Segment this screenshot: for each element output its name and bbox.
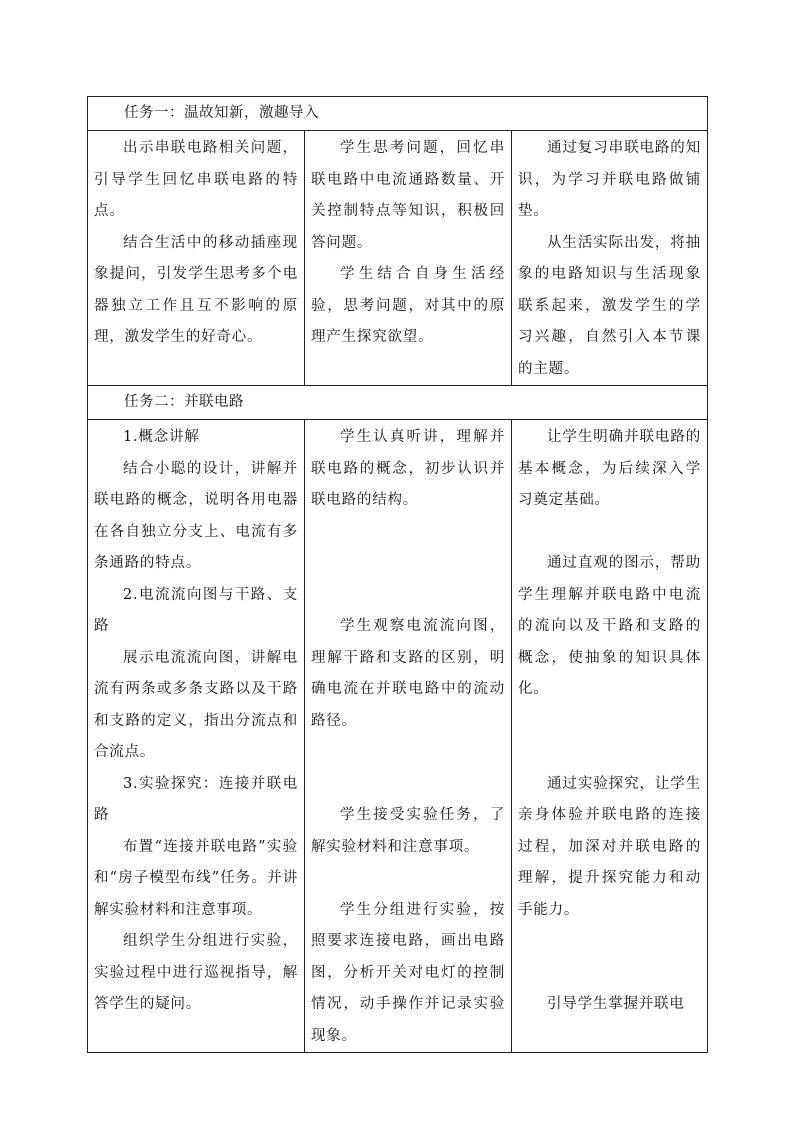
task1-student-para-1: 学生思考问题，回忆串联电路中电流通路数量、开关控制特点等知识，积极回答问题。 — [311, 140, 505, 251]
task2-body-row — [88, 420, 708, 1053]
task2-student-para-3: 学生接受实验任务，了解实验材料和注意事项。 — [311, 807, 505, 855]
task1-intent-cell — [512, 131, 708, 386]
task2-teacher-cell — [88, 420, 305, 1053]
task2-intent-para-1: 让学生明确并联电路的基本概念，为后续深入学习奠定基础。 — [518, 429, 702, 508]
task1-body-row — [88, 131, 708, 386]
task2-teacher-heading-1: 1.概念讲解 — [123, 429, 200, 445]
task1-header-row — [88, 97, 708, 131]
task2-intent-cell — [512, 420, 708, 1053]
task2-student-para-4: 学生分组进行实验，按照要求连接电路，画出电路图，分析开关对电灯的控制情况，动手操作并记录实验现象。 — [311, 901, 505, 1044]
task2-teacher-para-4: 组织学生分组进行实验，实验过程中进行巡视指导，解答学生的疑问。 — [94, 933, 298, 1012]
task1-teacher-cell — [88, 131, 305, 386]
task1-teacher-para-1: 出示串联电路相关问题，引导学生回忆串联电路的特点。 — [94, 140, 298, 219]
task2-teacher-heading-3: 3.实验探究：连接并联电路 — [94, 775, 298, 823]
task1-title: 任务一：温故知新，激趣导入 — [88, 97, 708, 131]
task2-student-para-2: 学生观察电流流向图，理解干路和支路的区别，明确电流在并联电路中的流动路径。 — [311, 618, 505, 729]
task2-intent-para-2: 通过直观的图示，帮助学生理解并联电路中电流的流向以及干路和支路的概念，使抽象的知识具体化。 — [518, 555, 702, 697]
task2-teacher-para-3: 布置“连接并联电路”实验和“房子模型布线”任务。并讲解实验材料和注意事项。 — [94, 838, 298, 918]
task1-student-para-2: 学生结合自身生活经验，思考问题，对其中的原理产生探究欲望。 — [311, 266, 505, 345]
task1-intent-para-1: 通过复习串联电路的知识，为学习并联电路做铺垫。 — [518, 140, 702, 219]
task2-student-cell — [305, 420, 512, 1053]
task2-teacher-para-2: 展示电流流向图，讲解电流有两条或多条支路以及干路和支路的定义，指出分流点和合流点。 — [94, 649, 298, 760]
task1-intent-para-2: 从生活实际出发，将抽象的电路知识与生活现象联系起来，激发学生的学习兴趣，自然引入本节课的主题。 — [518, 234, 702, 377]
lesson-plan-table — [87, 96, 708, 1053]
task2-teacher-para-1: 结合小聪的设计，讲解并联电路的概念，说明各用电器在各自独立分支上、电流有多条通路的特点。 — [94, 460, 298, 571]
lesson-plan-page — [87, 96, 707, 1053]
task2-intent-para-3: 通过实验探究，让学生亲身体验并联电路的连接过程，加深对并联电路的理解，提升探究能力和动手能力。 — [518, 775, 702, 918]
task2-title: 任务二：并联电路 — [88, 386, 708, 420]
task1-teacher-para-2: 结合生活中的移动插座现象提问，引发学生思考多个电器独立工作且互不影响的原理，激发学生的好奇心。 — [94, 234, 298, 345]
task1-student-cell — [305, 131, 512, 386]
task2-intent-para-4: 引导学生掌握并联电 — [547, 996, 685, 1012]
task2-student-para-1: 学生认真听讲，理解并联电路的概念，初步认识并联电路的结构。 — [311, 429, 505, 508]
task2-header-row — [88, 386, 708, 420]
task2-teacher-heading-2: 2.电流流向图与干路、支路 — [94, 586, 298, 634]
